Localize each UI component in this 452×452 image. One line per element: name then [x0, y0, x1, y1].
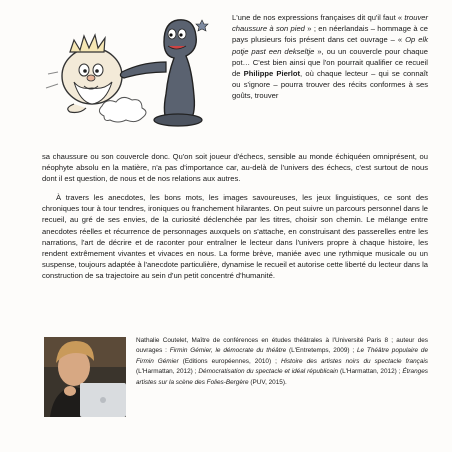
- reviewer-photo: [44, 337, 126, 417]
- intro-paragraph-continued: sa chaussure ou son couvercle donc. Qu'on soit joueur d'échecs, sensible au monde échiquéen omniprésent, ou néophyte absolu en la matière, n'a pas d'importance car, au-delà de l'univers des échecs, c'est surtout de nous dont il est question, de nous et de nos relations aux autres.: [42, 152, 428, 184]
- cartoon-chess-pieces-illustration: [44, 12, 220, 132]
- bio-text: (L'Harmattan, 2012) ;: [136, 368, 199, 376]
- book-title: Démocratisation du spectacle et idéal républicain: [198, 368, 339, 376]
- book-title: Étranges artistes sur la scène des Folies-Bergère: [136, 368, 428, 386]
- bio-text: (PUV, 2015).: [248, 378, 287, 386]
- intro-text: , où chaque lecteur – qui se connaît ou s'ignore – pourra trouver des récits conformes à ses goûts, trouver: [232, 69, 428, 101]
- dutch-expression: Op elk potje past een dekseltje: [232, 35, 428, 56]
- french-expression: trouver chaussure à son pied: [232, 13, 428, 34]
- portrait-image: [44, 337, 126, 417]
- book-title: Firmin Gémier, le démocrate du théâtre: [169, 347, 287, 355]
- book-title: Histoire des artistes noirs du spectacle français: [280, 357, 428, 365]
- intro-paragraph: [232, 12, 428, 102]
- intro-text: » ; en néerlandais – hommage à ce pays plusieurs fois présent dans cet ouvrage – «: [232, 24, 428, 45]
- reviewer-bio: [136, 336, 428, 388]
- author-name: Philippe Pierlot: [243, 69, 301, 79]
- book-title: Le Théâtre populaire de Firmin Gémier: [136, 347, 429, 365]
- bio-text: (Editions européennes, 2010) ;: [178, 357, 281, 365]
- bio-text: (L'Entretemps, 2009) ;: [286, 347, 357, 355]
- body-paragraph: À travers les anecdotes, les bons mots, les images savoureuses, les jeux linguistiques, ce sont des chroniques tour à tour tendres, ironiques ou franchement hilarantes. On peut suivre un parcours personnel dans le recueil, au gré de ses envies, de la curiosité déclenchée par les titres, choisir son chemin. Le mélange entre anecdotes réelles et récurrence de personnages auxquels on s'attache, en construisant des passerelles entre les narrations, l'art de décrire et de raconter pour entraîner le lecteur dans l'univers propre à chaque histoire, les rendent extrêmement vivantes et vivaces en nous. La forme brève, maniée avec une rythmique musicale ou un suspense, toujours adaptée à l'anecdote particulière, dynamise le recueil et autorise cette liberté du lecteur dans la construction de sa trajectoire au sein d'un petit concentré d'humanité.: [42, 193, 428, 281]
- bio-text: Nathalie Coutelet, Maître de conférences en études théâtrales à l'Université Paris 8 ; auteur des ouvrages :: [136, 337, 428, 355]
- bio-text: (L'Harmattan, 2012) ;: [338, 368, 403, 376]
- intro-text: L'une de nos expressions françaises dit qu'il faut «: [232, 13, 405, 22]
- intro-text: », ou un couvercle pour chaque pot… C'est bien ainsi que l'on pourrait qualifier ce recueil de: [232, 46, 428, 79]
